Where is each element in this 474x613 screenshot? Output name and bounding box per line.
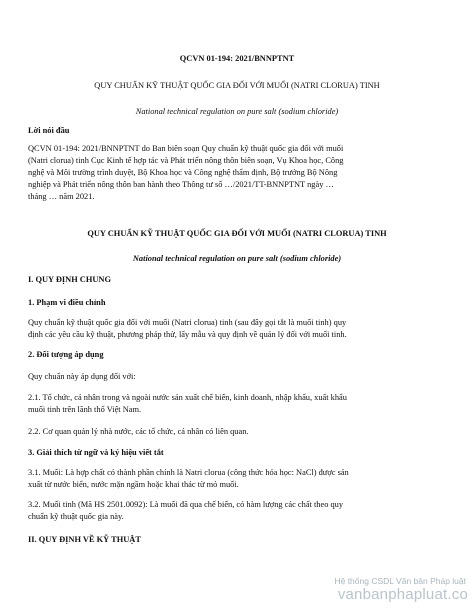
foreword-heading: Lời nói đầu <box>28 126 70 135</box>
regulation-title: QUY CHUẨN KỸ THUẬT QUỐC GIA ĐỐI VỚI MUỐI (NATRI CLORUA) TINH <box>94 81 380 90</box>
main-subtitle-en: National technical regulation on pure salt (sodium chloride) <box>132 254 342 263</box>
foreword-line: tháng … năm 2021. <box>28 192 95 201</box>
scope-paragraph <box>28 317 446 341</box>
applicability-line: muối tinh trên lãnh thổ Việt Nam. <box>28 405 142 414</box>
section-1-heading: I. QUY ĐỊNH CHUNG <box>28 275 111 284</box>
scope-line: Quy chuẩn kỹ thuật quốc gia đối với muối (Natri clorua) tinh (sau đây gọi tắt là muối tinh) quy <box>28 318 347 327</box>
watermark-caption: Hệ thống CSDL Văn bản Pháp luật <box>334 576 466 586</box>
applicability-line: 2.1. Tổ chức, cá nhân trong và ngoài nước sản xuất chế biến, kinh doanh, nhập khẩu, xuất khẩu <box>28 393 347 402</box>
watermark-site: vanbanphapluat.co <box>337 586 468 603</box>
applicability-heading: 2. Đối tượng áp dụng <box>28 350 104 359</box>
main-title: QUY CHUẨN KỸ THUẬT QUỐC GIA ĐỐI VỚI MUỐI (NATRI CLORUA) TINH <box>87 229 387 238</box>
definitions-heading: 3. Giải thích từ ngữ và ký hiệu viết tắt <box>28 448 164 457</box>
definition-3-1 <box>28 467 446 491</box>
foreword-line: nghệ và Môi trường trình duyệt, Bộ Khoa học và Công nghệ thẩm định, Bộ trưởng Bộ Nông <box>28 168 338 177</box>
section-2-heading: II. QUY ĐỊNH VỀ KỸ THUẬT <box>28 535 141 544</box>
applicability-2-2: 2.2. Cơ quan quản lý nhà nước, các tổ chức, cá nhân có liên quan. <box>28 427 249 436</box>
foreword-line: nghiệp và Phát triển nông thôn ban hành theo Thông tư số …/2021/TT-BNNPTNT ngày … <box>28 180 334 189</box>
definition-line: chuẩn kỹ thuật quốc gia này. <box>28 512 124 521</box>
foreword-line: (Natri clorua) tinh Cục Kinh tế hợp tác và Phát triển nông thôn biên soạn, Vụ Khoa học, Công <box>28 156 344 165</box>
regulation-code: QCVN 01-194: 2021/BNNPTNT <box>179 54 295 63</box>
scope-line: định các yêu cầu kỹ thuật, phương pháp thử, lấy mẫu và quy định về quản lý đối với muối tinh. <box>28 330 347 339</box>
definition-3-2 <box>28 499 446 523</box>
foreword-line: QCVN 01-194: 2021/BNNPTNT do Ban biên soạn Quy chuẩn kỹ thuật quốc gia đối với muối <box>28 144 344 153</box>
foreword-paragraph <box>28 143 446 203</box>
regulation-subtitle-en: National technical regulation on pure salt (sodium chloride) <box>135 107 339 116</box>
definition-line: 3.2. Muối tinh (Mã HS 2501.0092): Là muối đã qua chế biến, có hàm lượng các chất theo quy <box>28 500 344 509</box>
definition-line: 3.1. Muối: Là hợp chất có thành phần chính là Natri clorua (công thức hóa học: NaCl) được sản <box>28 468 349 477</box>
applicability-2-1 <box>28 392 446 416</box>
scope-heading: 1. Phạm vi điều chỉnh <box>28 298 106 307</box>
applicability-intro: Quy chuẩn này áp dụng đối với: <box>28 372 136 381</box>
definition-line: xuất từ nước biển, nước mặn ngầm hoặc khai thác từ mỏ muối. <box>28 480 239 489</box>
